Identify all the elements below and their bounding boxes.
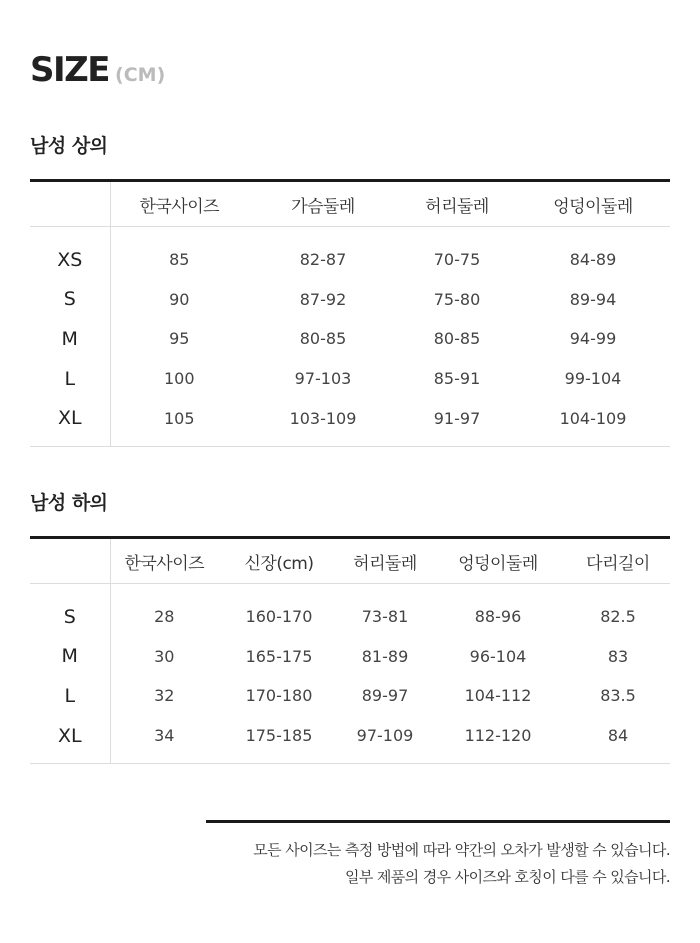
table-cell: 165-175 bbox=[245, 646, 313, 666]
table-cell: 100 bbox=[163, 369, 195, 389]
table-row bbox=[30, 319, 670, 359]
size-label: M bbox=[30, 637, 110, 677]
tops-heading: 남성 상의 bbox=[30, 135, 108, 157]
bottoms-heading: 남성 하의 bbox=[30, 492, 108, 514]
bottoms-col-height: 신장(cm) bbox=[218, 538, 340, 584]
table-cell: 84 bbox=[607, 726, 629, 746]
tops-size-table bbox=[30, 179, 670, 447]
tops-col-hip: 엉덩이둘레 bbox=[516, 181, 670, 227]
table-cell: 94-99 bbox=[569, 329, 617, 349]
table-cell: 73-81 bbox=[361, 607, 409, 627]
table-cell: 34 bbox=[154, 726, 175, 746]
tops-col-korean-size: 한국사이즈 bbox=[110, 181, 248, 227]
bottoms-header-row bbox=[30, 538, 670, 584]
table-cell: 170-180 bbox=[245, 686, 313, 706]
spacer-cell bbox=[110, 755, 670, 764]
bottoms-col-size bbox=[30, 538, 110, 584]
table-cell: 83 bbox=[607, 646, 629, 666]
size-label: XL bbox=[30, 716, 110, 756]
table-cell: 104-112 bbox=[464, 686, 532, 706]
table-cell: 88-96 bbox=[474, 607, 522, 627]
tops-header-row bbox=[30, 181, 670, 227]
table-cell: 84-89 bbox=[569, 250, 617, 270]
table-cell: 75-80 bbox=[433, 289, 481, 309]
spacer-cell bbox=[30, 584, 110, 598]
size-label: M bbox=[30, 319, 110, 359]
bottoms-col-korean-size: 한국사이즈 bbox=[110, 538, 218, 584]
spacer-cell bbox=[30, 438, 110, 447]
page-title bbox=[30, 50, 165, 90]
size-label: XL bbox=[30, 398, 110, 438]
size-label: S bbox=[30, 280, 110, 320]
bottoms-col-hip: 엉덩이둘레 bbox=[430, 538, 566, 584]
table-cell: 81-89 bbox=[361, 646, 409, 666]
table-row bbox=[30, 716, 670, 756]
table-cell: 160-170 bbox=[245, 607, 313, 627]
table-cell: 104-109 bbox=[559, 408, 627, 428]
bottoms-col-waist: 허리둘레 bbox=[340, 538, 430, 584]
table-cell: 83.5 bbox=[600, 686, 636, 706]
table-cell: 90 bbox=[169, 289, 190, 309]
table-cell: 96-104 bbox=[469, 646, 527, 666]
table-row bbox=[30, 398, 670, 438]
size-notes bbox=[206, 820, 670, 891]
spacer-cell bbox=[110, 584, 670, 598]
table-cell: 80-85 bbox=[299, 329, 347, 349]
table-cell: 85-91 bbox=[433, 369, 481, 389]
size-label: S bbox=[30, 597, 110, 637]
bottoms-size-table bbox=[30, 536, 670, 764]
tops-col-waist: 허리둘레 bbox=[398, 181, 516, 227]
tops-col-chest: 가슴둘레 bbox=[248, 181, 398, 227]
table-row bbox=[30, 597, 670, 637]
table-cell: 32 bbox=[154, 686, 175, 706]
note-line: 일부 제품의 경우 사이즈와 호칭이 다를 수 있습니다. bbox=[344, 868, 670, 886]
table-cell: 85 bbox=[169, 250, 190, 270]
table-row bbox=[30, 637, 670, 677]
spacer-cell bbox=[30, 227, 110, 241]
table-row bbox=[30, 359, 670, 399]
size-label: XS bbox=[30, 240, 110, 280]
table-cell: 105 bbox=[163, 408, 195, 428]
table-cell: 89-97 bbox=[361, 686, 409, 706]
size-label: L bbox=[30, 359, 110, 399]
title-main: SIZE bbox=[30, 50, 110, 90]
spacer-cell bbox=[30, 755, 110, 764]
spacer-cell bbox=[110, 438, 670, 447]
bottoms-col-leg-length: 다리길이 bbox=[566, 538, 670, 584]
table-cell: 99-104 bbox=[564, 369, 622, 389]
table-cell: 82.5 bbox=[600, 607, 636, 627]
table-cell: 97-109 bbox=[356, 726, 414, 746]
table-cell: 80-85 bbox=[433, 329, 481, 349]
table-cell: 87-92 bbox=[299, 289, 347, 309]
spacer-cell bbox=[110, 227, 670, 241]
table-cell: 95 bbox=[169, 329, 190, 349]
size-label: L bbox=[30, 676, 110, 716]
table-cell: 112-120 bbox=[464, 726, 532, 746]
table-cell: 28 bbox=[154, 607, 175, 627]
table-cell: 89-94 bbox=[569, 289, 617, 309]
table-row bbox=[30, 676, 670, 716]
table-row bbox=[30, 240, 670, 280]
table-row bbox=[30, 280, 670, 320]
table-cell: 91-97 bbox=[433, 408, 481, 428]
table-cell: 103-109 bbox=[289, 408, 357, 428]
note-line: 모든 사이즈는 측정 방법에 따라 약간의 오차가 발생할 수 있습니다. bbox=[253, 841, 670, 859]
table-cell: 70-75 bbox=[433, 250, 481, 270]
table-cell: 97-103 bbox=[294, 369, 352, 389]
table-cell: 30 bbox=[154, 646, 175, 666]
tops-col-size bbox=[30, 181, 110, 227]
table-cell: 82-87 bbox=[299, 250, 347, 270]
table-cell: 175-185 bbox=[245, 726, 313, 746]
title-unit: (CM) bbox=[115, 64, 166, 86]
